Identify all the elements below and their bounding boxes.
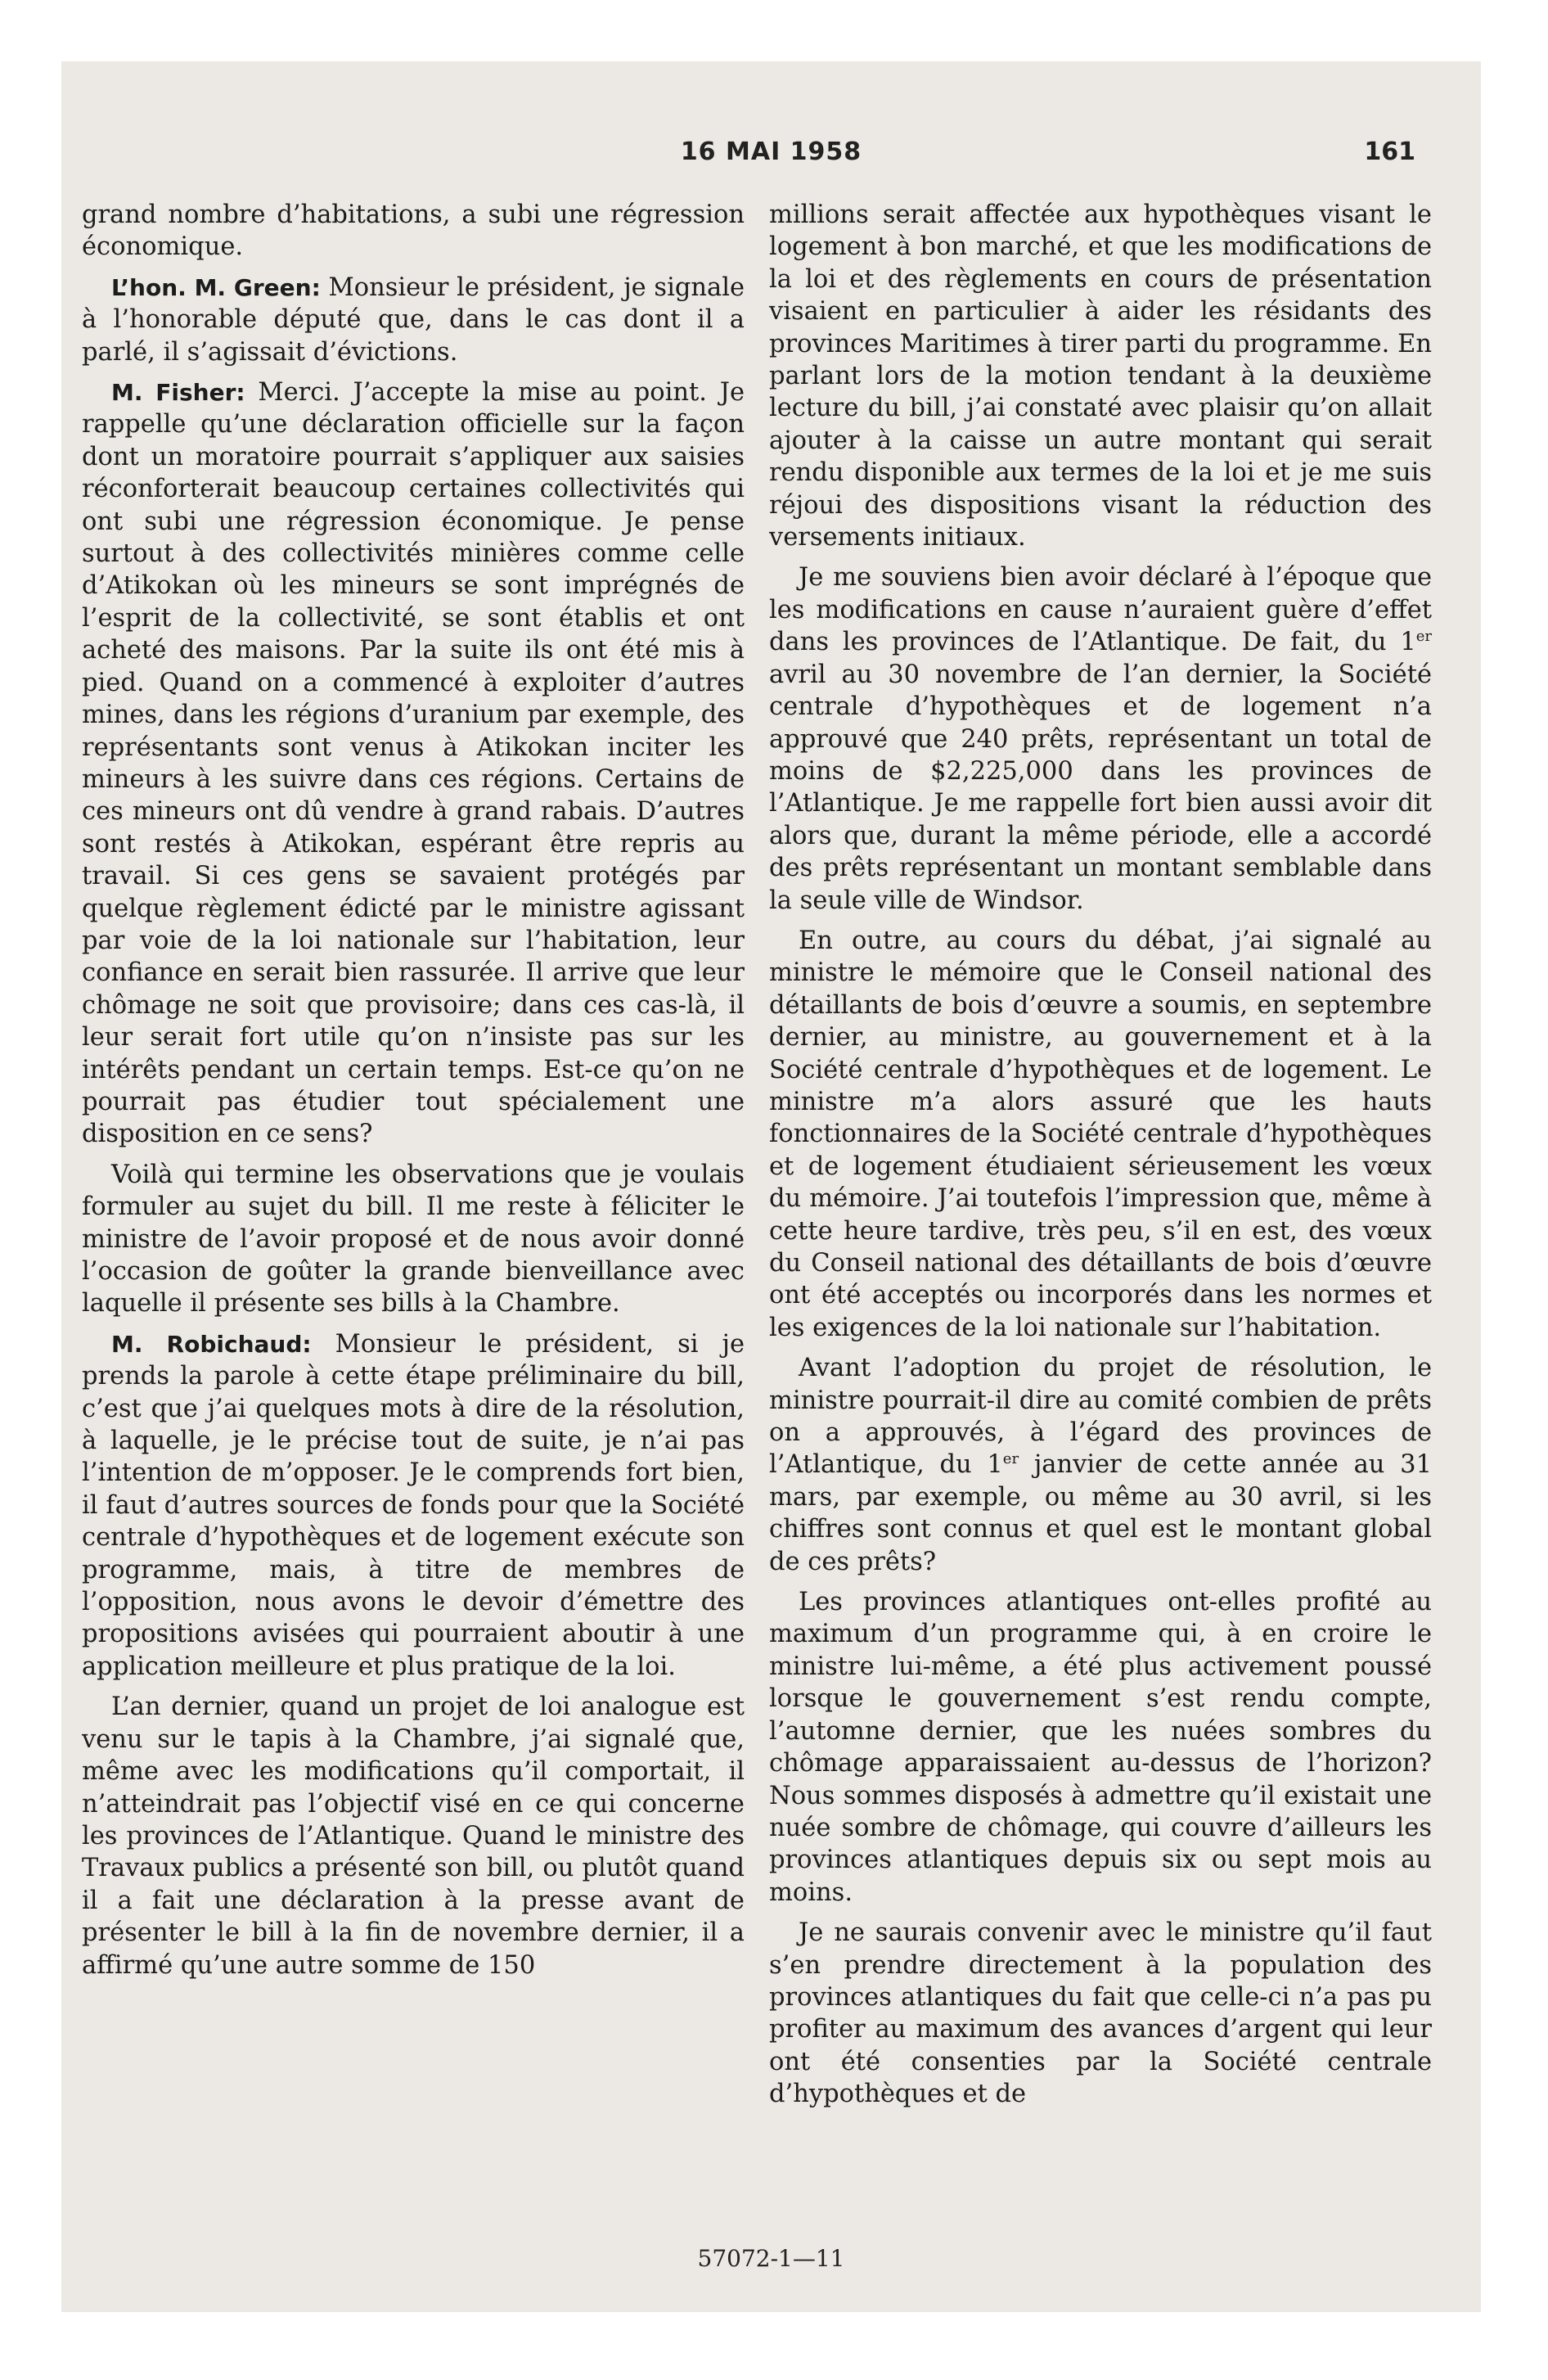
left-paragraph-6: L’an dernier, quand un projet de loi analogue est venu sur le tapis à la Chambre, j’ai signalé que, même avec les modifications qu’il comportait, il n’atteindrait pas l’objectif visé en ce qui concerne les provinces de l’Atlantique. Quand le ministre des Travaux publics a présenté son bill, ou plutôt quand il a fait une déclaration à la presse avant de présenter le bill à la fin de novembre dernier, il a affirmé qu’une autre somme de 150 xyxy=(82,1693,745,1980)
header-date: 16 MAI 1958 xyxy=(680,137,862,166)
header-page-number: 161 xyxy=(1364,137,1415,166)
right-column xyxy=(769,199,1432,2119)
right-paragraph-4 xyxy=(769,1352,1432,1578)
speaker-fisher: M. Fisher: xyxy=(111,379,245,407)
left-paragraph-1: grand nombre d’habitations, a subi une régression économique. xyxy=(82,201,745,262)
right-paragraph-5: Les provinces atlantiques ont-elles profité au maximum d’un programme qui, à en croire le ministre lui-même, a été plus activement poussé lorsque le gouvernement s’est rendu compte, l’automne dernier, que les nuées sombres du chômage apparaissaient au-dessus de l’horizon? Nous sommes disposés à admettre qu’il existait une nuée sombre de chômage, qui couvre d’ailleurs les provinces atlantiques depuis six ou sept mois au moins. xyxy=(769,1588,1432,1907)
left-paragraph-4: Voilà qui termine les observations que je voulais formuler au sujet du bill. Il me reste à féliciter le ministre de l’avoir proposé et de nous avoir donné l’occasion de goûter la grande bienveillance avec laquelle il présente ses bills à la Chambre. xyxy=(82,1160,745,1318)
speech-fisher: Merci. J’accepte la mise au point. Je rappelle qu’une déclaration officielle sur la façon dont un moratoire pourrait s’appliquer aux saisies réconforterait beaucoup certaines collectivités qui ont subi une régression économique. Je pense surtout à des collectivités minières comme celle d’Atikokan où les mineurs se sont imprégnés de l’esprit de la collectivité, se sont établis et ont acheté des maisons. Par la suite ils ont été mis à pied. Quand on a commencé à exploiter d’autres mines, dans les régions d’uranium par exemple, des représentants sont venus à Atikokan inciter les mineurs à les suivre dans ces régions. Certains de ces mineurs ont dû vendre à grand rabais. D’autres sont restés à Atikokan, espérant être repris au travail. Si ces gens se savaient protégés par quelque règlement édicté par le ministre agissant par voie de la loi nationale sur l’habitation, leur confiance en serait bien rassurée. Il arrive que leur chômage ne soit que provisoire; dans ces cas-là, il leur serait fort utile qu’on n’insiste pas sur les intérêts pendant un certain temps. Est-ce qu’on ne pourrait pas étudier tout spécialement une disposition en ce sens? xyxy=(82,378,745,1149)
speaker-robichaud: M. Robichaud: xyxy=(111,1330,312,1358)
speaker-green: L’hon. M. Green: xyxy=(111,273,321,301)
page-header xyxy=(61,137,1481,170)
right-paragraph-4-b: janvier de cette année au 31 mars, par exemple, ou même au 30 avril, si les chiffres sont connus et quel est le montant global de ces prêts? xyxy=(769,1450,1432,1576)
left-paragraph-2 xyxy=(82,272,745,368)
ordinal-superscript: er xyxy=(1415,628,1432,646)
right-paragraph-4-a: Avant l’adoption du projet de résolution, le ministre pourrait-il dire au comité combien de prêts on a approuvés, à l’égard des provinces de l’Atlantique, du 1 xyxy=(769,1354,1432,1480)
right-paragraph-3: En outre, au cours du débat, j’ai signalé au ministre le mémoire que le Conseil national des détaillants de bois d’œuvre a soumis, en septembre dernier, au ministre, au gouvernement et à la Société centrale d’hypothèques et de logement. Le ministre m’a alors assuré que les hauts fonctionnaires de la Société centrale d’hypothèques et de logement étudiaient sérieusement les vœux du mémoire. J’ai toutefois l’impression que, même à cette heure tardive, très peu, s’il en est, des vœux du Conseil national des détaillants de bois d’œuvre ont été acceptés ou incorporés dans les normes et les exigences de la loi nationale sur l’habitation. xyxy=(769,926,1432,1342)
right-paragraph-2 xyxy=(769,561,1432,916)
footer-signature: 57072-1—11 xyxy=(697,2245,845,2272)
speech-green: Monsieur le président, je signale à l’honorable député que, dans le cas dont il a parlé, il s’agissait d’évictions. xyxy=(82,273,745,367)
ordinal-superscript: er xyxy=(1002,1450,1019,1468)
left-paragraph-5 xyxy=(82,1328,745,1683)
right-paragraph-2-b: avril au 30 novembre de l’an dernier, la Société centrale d’hypothèques et de logement n’a approuvé que 240 prêts, représentant un total de moins de $2,225,000 dans les provinces de l’Atlantique. Je me rappelle fort bien aussi avoir dit alors que, durant la même période, elle a accordé des prêts représentant un montant semblable dans la seule ville de Windsor. xyxy=(769,660,1432,915)
speech-robichaud: Monsieur le président, si je prends la parole à cette étape préliminaire du bill, c’est que j’ai quelques mots à dire de la résolution, à laquelle, je le précise tout de suite, je n’ai pas l’intention de m’opposer. Je le comprends fort bien, il faut d’autres sources de fonds pour que la Société centrale d’hypothèques et de logement exécute son programme, mais, à titre de membres de l’opposition, nous avons le devoir d’émettre des propositions avisées qui pourraient aboutir à une application meilleure et plus pratique de la loi. xyxy=(82,1329,745,1681)
left-paragraph-3 xyxy=(82,376,745,1151)
page-sheet xyxy=(61,61,1481,2312)
left-column xyxy=(82,199,745,1990)
right-paragraph-2-a: Je me souviens bien avoir déclaré à l’époque que les modifications en cause n’auraient guère d’effet dans les provinces de l’Atlantique. De fait, du 1 xyxy=(769,563,1432,657)
right-paragraph-1: millions serait affectée aux hypothèques visant le logement à bon marché, et que les modifications de la loi et des règlements en cours de présentation visaient en particulier à aider les résidants des provinces Maritimes à tirer parti du programme. En parlant lors de la motion tendant à la deuxième lecture du bill, j’ai constaté avec plaisir qu’on allait ajouter à la caisse un autre montant qui serait rendu disponible aux termes de la loi et je me suis réjoui des dispositions visant la réduction des versements initiaux. xyxy=(769,201,1432,552)
right-paragraph-6: Je ne saurais convenir avec le ministre qu’il faut s’en prendre directement à la population des provinces atlantiques du fait que celle-ci n’a pas pu profiter au maximum des avances d’argent qui leur ont été consenties par la Société centrale d’hypothèques et de xyxy=(769,1918,1432,2109)
